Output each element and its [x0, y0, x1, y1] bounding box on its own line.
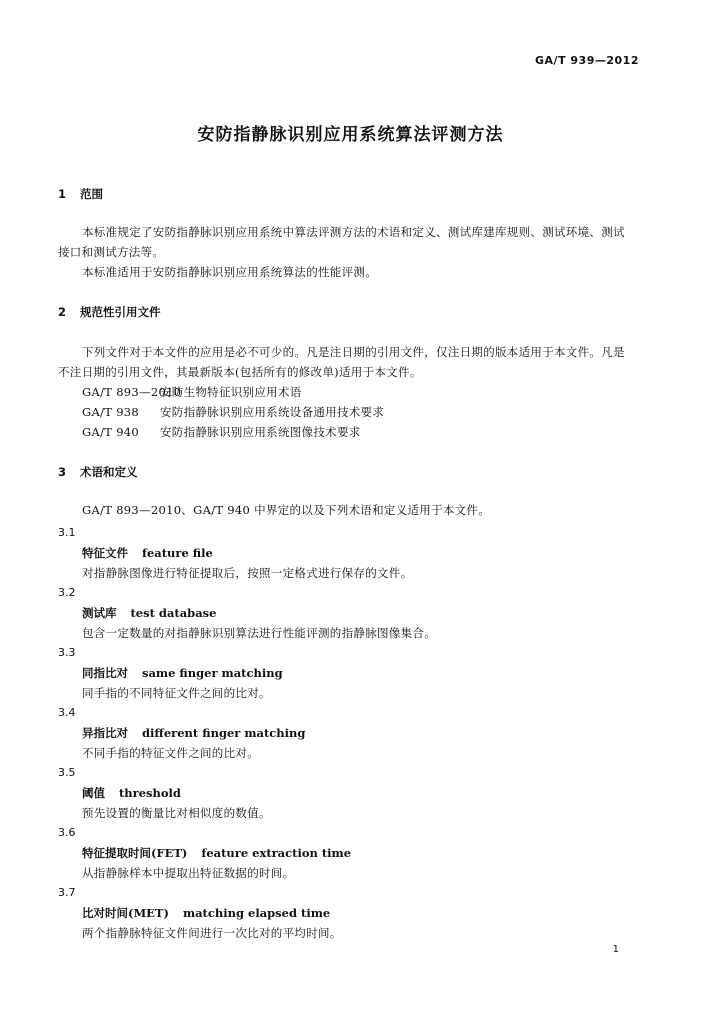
section-title: 规范性引用文件: [80, 305, 161, 319]
term-title: [82, 905, 330, 921]
term-zh: 异指比对: [82, 726, 128, 740]
reference-code: GA/T 938: [82, 405, 140, 419]
term-definition: 两个指静脉特征文件间进行一次比对的平均时间。: [82, 926, 342, 940]
doc-code: GA/T 939—2012: [535, 54, 639, 67]
section-2-paragraph-1: 下列文件对于本文件的应用是必不可少的。凡是注日期的引用文件，仅注日期的版本适用于本文件。凡是不注日期的引用文件，其最新版本(包括所有的修改单)适用于本文件。: [58, 345, 625, 379]
term-number: 3.7: [58, 886, 76, 899]
term-definition: 同手指的不同特征文件之间的比对。: [82, 686, 271, 700]
reference-code: GA/T 940: [82, 425, 140, 439]
term-number: 3.3: [58, 646, 76, 659]
reference-name: 安防指静脉识别应用系统设备通用技术要求: [159, 405, 385, 419]
term-definition: 不同手指的特征文件之间的比对。: [82, 746, 259, 760]
term-title: [82, 785, 181, 801]
term-en: different finger matching: [142, 726, 306, 740]
term-title: [82, 665, 283, 681]
section-3-heading: [58, 464, 138, 480]
term-number: 3.6: [58, 826, 76, 839]
term-number: 3.5: [58, 766, 76, 779]
term-zh: 特征文件: [82, 546, 128, 560]
section-1-paragraph-2: 本标准适用于安防指静脉识别应用系统算法的性能评测。: [82, 265, 377, 279]
term-number: 3.4: [58, 706, 76, 719]
section-1-paragraph-1: 本标准规定了安防指静脉识别应用系统中算法评测方法的术语和定义、测试库建库规则、测试环境、测试接口和测试方法等。: [58, 225, 625, 259]
section-number: 2: [58, 305, 67, 319]
term-zh: 测试库: [82, 606, 117, 620]
section-number: 3: [58, 465, 67, 479]
term-definition: 从指静脉样本中提取出特征数据的时间。: [82, 866, 295, 880]
term-zh: 阈值: [82, 786, 105, 800]
term-zh: 同指比对: [82, 666, 128, 680]
section-2-heading: [58, 304, 161, 320]
term-definition: 包含一定数量的对指静脉识别算法进行性能评测的指静脉图像集合。: [82, 626, 436, 640]
page-number: 1: [612, 944, 619, 955]
term-en: matching elapsed time: [182, 906, 331, 920]
term-title: [82, 845, 351, 861]
term-number: 3.2: [58, 586, 76, 599]
term-definition: 预先设置的衡量比对相似度的数值。: [82, 806, 271, 820]
term-title: [82, 605, 216, 621]
reference-1: [82, 384, 302, 400]
term-en: feature extraction time: [201, 846, 352, 860]
term-zh: 特征提取时间(FET): [82, 846, 188, 860]
term-en: feature file: [142, 546, 213, 560]
term-number: 3.1: [58, 526, 76, 539]
term-en: test database: [130, 606, 217, 620]
term-en: same finger matching: [142, 666, 283, 680]
section-1-heading: [58, 186, 103, 202]
reference-code: GA/T 893—2010: [82, 385, 182, 399]
section-title: 范围: [80, 187, 103, 201]
reference-3: [82, 424, 361, 440]
section-number: 1: [58, 187, 67, 201]
reference-2: [82, 404, 384, 420]
page-title: 安防指静脉识别应用系统算法评测方法: [197, 125, 504, 145]
term-en: threshold: [119, 786, 181, 800]
term-zh: 比对时间(MET): [82, 906, 169, 920]
term-title: [82, 725, 305, 741]
section-title: 术语和定义: [80, 465, 138, 479]
reference-name: 安防生物特征识别应用术语: [159, 385, 302, 399]
term-title: [82, 545, 213, 561]
reference-name: 安防指静脉识别应用系统图像技术要求: [159, 425, 361, 439]
term-definition: 对指静脉图像进行特征提取后，按照一定格式进行保存的文件。: [82, 566, 413, 580]
section-3-intro: GA/T 893—2010、GA/T 940 中界定的以及下列术语和定义适用于本文件。: [82, 503, 491, 517]
